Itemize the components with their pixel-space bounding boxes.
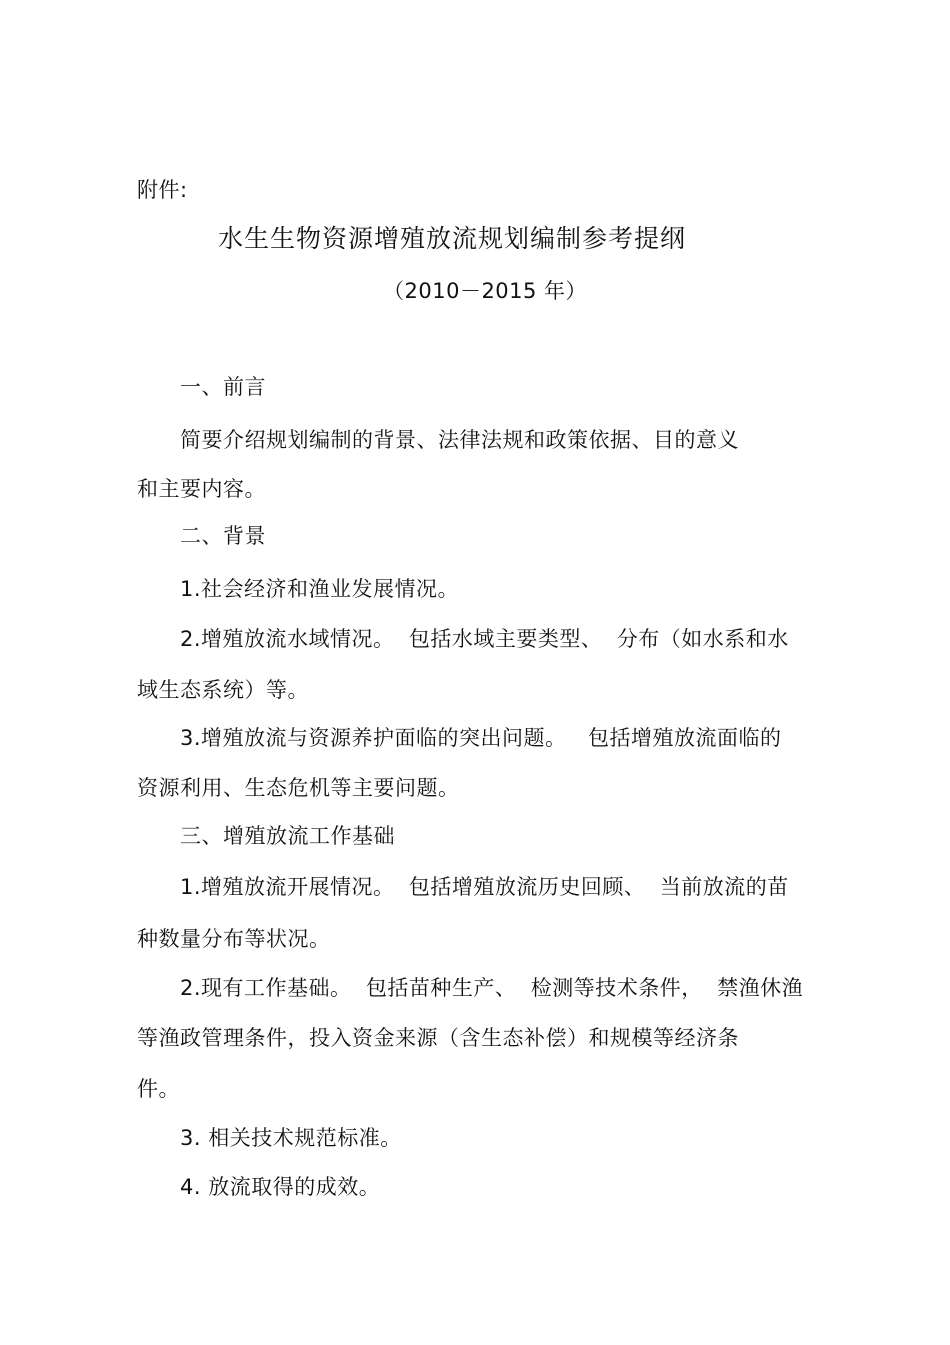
paragraph-line: 域生态系统）等。	[137, 678, 309, 702]
paragraph-line: 种数量分布等状况。	[137, 927, 331, 951]
paragraph-line: 件。	[137, 1077, 180, 1101]
document-title: 水生生物资源增殖放流规划编制参考提纲	[218, 224, 687, 253]
paragraph-line: 和主要内容。	[137, 477, 266, 501]
list-item: 3.增殖放流与资源养护面临的突出问题。 包括增殖放流面临的	[180, 726, 782, 750]
section-heading-background: 二、背景	[180, 524, 266, 548]
attachment-label: 附件:	[137, 178, 188, 202]
paragraph-line: 等渔政管理条件，投入资金来源（含生态补偿）和规模等经济条	[137, 1026, 739, 1050]
list-item: 4. 放流取得的成效。	[180, 1175, 381, 1199]
list-item: 1.增殖放流开展情况。 包括增殖放流历史回顾、 当前放流的苗	[180, 875, 789, 899]
paragraph-line: 简要介绍规划编制的背景、法律法规和政策依据、目的意义	[180, 428, 739, 452]
list-item: 3. 相关技术规范标准。	[180, 1126, 402, 1150]
section-heading-work-foundation: 三、增殖放流工作基础	[180, 824, 395, 848]
list-item: 2.增殖放流水域情况。 包括水域主要类型、 分布（如水系和水	[180, 627, 789, 651]
document-subtitle: （2010－2015 年）	[383, 279, 588, 303]
list-item: 1.社会经济和渔业发展情况。	[180, 577, 460, 601]
paragraph-line: 资源利用、生态危机等主要问题。	[137, 776, 460, 800]
list-item: 2.现有工作基础。 包括苗种生产、 检测等技术条件， 禁渔休渔	[180, 976, 804, 1000]
section-heading-preface: 一、前言	[180, 375, 266, 399]
